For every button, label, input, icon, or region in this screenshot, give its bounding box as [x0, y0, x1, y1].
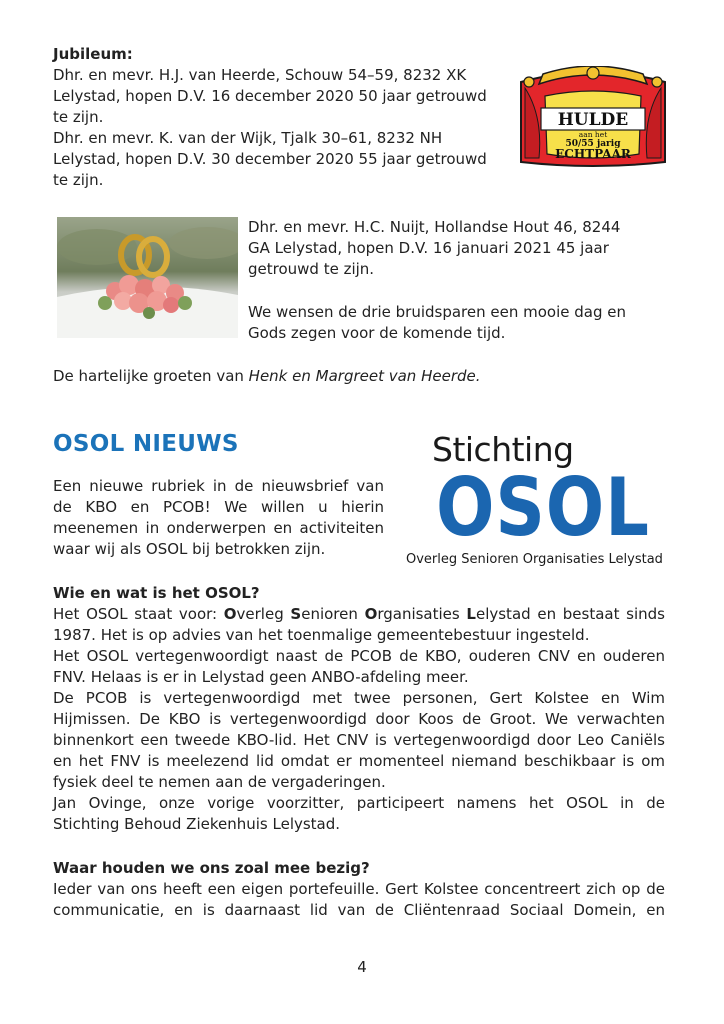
stands-for-prefix: Het OSOL staat voor: [53, 605, 224, 623]
section-1-line-2: Het OSOL vertegenwoordigt naast de PCOB de KBO, ouderen CNV en ouderen [53, 647, 665, 665]
stands-for-s1: S [290, 605, 302, 623]
hulde-line-1: aan het [578, 130, 608, 139]
section-1-line-4: De PCOB is vertegenwoordigd met twee personen, Gert Kolstee en Wim [53, 689, 665, 707]
nuijt-line-3: getrouwd te zijn. [248, 260, 375, 278]
greeting-names: Henk en Margreet van Heerde. [248, 367, 481, 385]
osol-logo-word: OSOL [436, 461, 650, 554]
section-2-heading: Waar houden we ons zoal mee bezig? [53, 859, 370, 877]
section-1-line-1: 1987. Het is op advies van het toenmalige gemeentebestuur ingesteld. [53, 626, 590, 644]
osol-intro-line-4: waar wij als OSOL bij betrokken zijn. [53, 540, 326, 558]
section-1-line-5: Hijmissen. De KBO is vertegenwoordigd door Koos de Groot. We verwachten [53, 710, 665, 728]
osol-intro-line-2: de KBO en PCOB! We willen u hierin [53, 498, 384, 516]
jubileum-line-1: Dhr. en mevr. H.J. van Heerde, Schouw 54–59, 8232 XK [53, 66, 467, 84]
hulde-line-3: ECHTPAAR [555, 147, 631, 161]
section-1-line-6: binnenkort een tweede KBO-lid. Het CNV is vertegenwoordigd door Leo Caniëls [53, 731, 665, 749]
stands-for-w4: elystad en bestaat sinds [475, 605, 665, 623]
osol-logo-subtitle: Overleg Senioren Organisaties Lelystad [406, 552, 663, 567]
osol-stands-for [53, 604, 665, 625]
greeting [53, 366, 481, 387]
stands-for-w1: verleg [236, 605, 291, 623]
greeting-prefix: De hartelijke groeten van [53, 367, 249, 385]
stands-for-w2: enioren [301, 605, 365, 623]
osol-intro-line-3: meenemen in onderwerpen en activiteiten [53, 519, 384, 537]
stands-for-o1: O [223, 605, 237, 623]
jubileum-line-6: te zijn. [53, 171, 104, 189]
osol-intro-line-1: Een nieuwe rubriek in de nieuwsbrief van [53, 477, 384, 495]
wish-line-1: We wensen de drie bruidsparen een mooie dag en [248, 303, 626, 321]
stands-for-o2: O [364, 605, 378, 623]
section-1-line-7: en het FNV is meelezend lid omdat er momenteel niemand beschikbaar is om [53, 752, 665, 770]
hulde-title: HULDE [557, 110, 629, 130]
section-1-line-8: fysiek deel te nemen aan de vergaderingen. [53, 773, 386, 791]
section-2-line-2: communicatie, en is daarnaast lid van de Cliëntenraad Sociaal Domein, en [53, 901, 665, 919]
section-1-line-10: Stichting Behoud Ziekenhuis Lelystad. [53, 815, 341, 833]
stands-for-l1: L [466, 605, 476, 623]
jubileum-line-2: Lelystad, hopen D.V. 16 december 2020 50 jaar getrouwd [53, 87, 487, 105]
section-1-heading: Wie en wat is het OSOL? [53, 584, 260, 602]
osol-logo-stichting: Stichting [432, 430, 574, 469]
stands-for-w3: rganisaties [377, 605, 467, 623]
wish-line-2: Gods zegen voor de komende tijd. [248, 324, 506, 342]
jubileum-line-4: Dhr. en mevr. K. van der Wijk, Tjalk 30–61, 8232 NH [53, 129, 443, 147]
wedding-rings-photo [57, 217, 238, 338]
jubileum-line-5: Lelystad, hopen D.V. 30 december 2020 55 jaar getrouwd [53, 150, 487, 168]
section-2-line-1: Ieder van ons heeft een eigen portefeuille. Gert Kolstee concentreert zich op de [53, 880, 665, 898]
jubileum-heading: Jubileum: [53, 45, 133, 63]
section-1-line-9: Jan Ovinge, onze vorige voorzitter, participeert namens het OSOL in de [53, 794, 665, 812]
hulde-badge-image [517, 66, 669, 170]
section-1-line-3: FNV. Helaas is er in Lelystad geen ANBO-afdeling meer. [53, 668, 469, 686]
jubileum-line-3: te zijn. [53, 108, 104, 126]
osol-heading: OSOL NIEUWS [53, 431, 239, 457]
page-number: 4 [357, 958, 367, 976]
osol-logo [396, 430, 663, 576]
nuijt-line-1: Dhr. en mevr. H.C. Nuijt, Hollandse Hout 46, 8244 [248, 218, 621, 236]
hulde-line-2: 50/55 jarig [565, 139, 621, 149]
nuijt-line-2: GA Lelystad, hopen D.V. 16 januari 2021 45 jaar [248, 239, 609, 257]
